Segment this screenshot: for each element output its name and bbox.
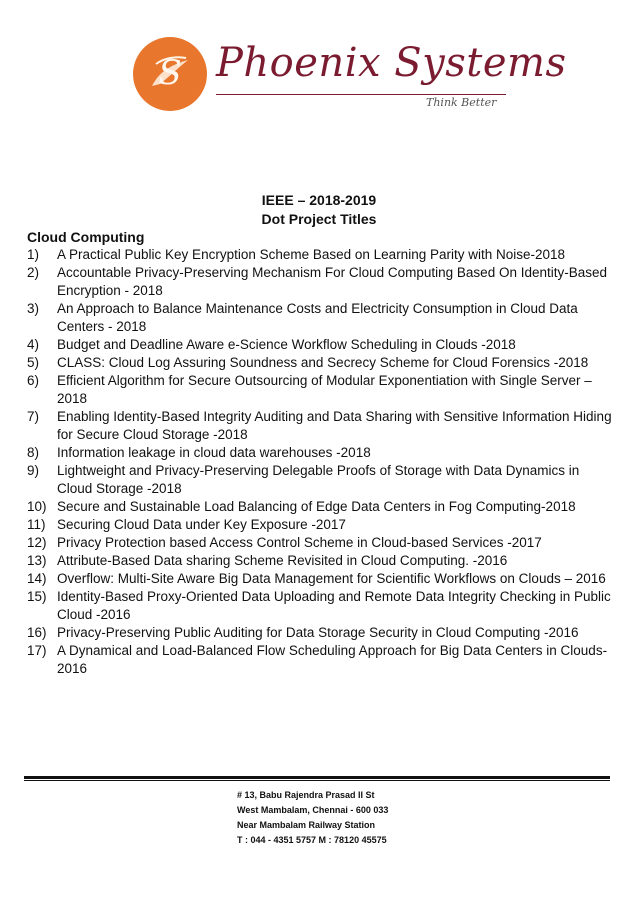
list-item-number: 13) xyxy=(27,553,47,568)
list-item-number: 6) xyxy=(27,373,40,388)
list-item xyxy=(27,552,615,570)
list-item-number: 17) xyxy=(27,643,47,658)
list-item-title: Secure and Sustainable Load Balancing of Edge Data Centers in Fog Computing-2018 xyxy=(57,499,576,514)
list-item-number: 7) xyxy=(27,409,40,424)
list-item-title: Lightweight and Privacy-Preserving Delegable Proofs of Storage with Data Dynamics in Cloud Storage -2018 xyxy=(57,463,580,496)
list-item-title: Overflow: Multi-Site Aware Big Data Management for Scientific Workflows on Clouds – 2016 xyxy=(57,571,606,586)
list-item-title: An Approach to Balance Maintenance Costs and Electricity Consumption in Cloud Data Centers - 2018 xyxy=(57,301,578,334)
list-item xyxy=(27,264,615,300)
list-item xyxy=(27,336,615,354)
list-item xyxy=(27,516,615,534)
footer-divider xyxy=(24,776,610,779)
list-item xyxy=(27,372,615,408)
address-line-2: West Mambalam, Chennai - 600 033 xyxy=(237,805,389,815)
list-item-number: 16) xyxy=(27,625,47,640)
list-item-title: Privacy Protection based Access Control Scheme in Cloud-based Services -2017 xyxy=(57,535,542,550)
list-item-number: 2) xyxy=(27,265,40,280)
list-item xyxy=(27,354,615,372)
list-item-title: CLASS: Cloud Log Assuring Soundness and Secrecy Scheme for Cloud Forensics -2018 xyxy=(57,355,589,370)
list-item xyxy=(27,534,615,552)
list-item-number: 5) xyxy=(27,355,40,370)
logo-emblem-icon xyxy=(130,34,210,114)
list-item-title: Attribute-Based Data sharing Scheme Revisited in Cloud Computing. -2016 xyxy=(57,553,508,568)
document-heading-title: Dot Project Titles xyxy=(261,211,377,227)
svg-text:S: S xyxy=(158,53,182,93)
list-item xyxy=(27,408,615,444)
brand-underline xyxy=(216,94,506,95)
list-item-number: 15) xyxy=(27,589,47,604)
list-item-number: 10) xyxy=(27,499,47,514)
list-item xyxy=(27,444,615,462)
contact-line: T : 044 - 4351 5757 M : 78120 45575 xyxy=(237,835,387,845)
list-item-title: A Practical Public Key Encryption Scheme Based on Learning Parity with Noise-2018 xyxy=(57,247,566,262)
address-line-3: Near Mambalam Railway Station xyxy=(237,820,376,830)
address-line-1: # 13, Babu Rajendra Prasad II St xyxy=(237,790,375,800)
brand-tagline: Think Better xyxy=(426,96,497,109)
list-item-number: 14) xyxy=(27,571,47,586)
list-item xyxy=(27,624,615,642)
list-item-title: Information leakage in cloud data warehouses -2018 xyxy=(57,445,371,460)
list-item-title: Efficient Algorithm for Secure Outsourcing of Modular Exponentiation with Single Server – 2018 xyxy=(57,373,592,406)
list-item-title: A Dynamical and Load-Balanced Flow Scheduling Approach for Big Data Centers in Clouds-2016 xyxy=(57,643,608,676)
list-item-number: 9) xyxy=(27,463,40,478)
list-item xyxy=(27,588,615,624)
document-heading-year: IEEE – 2018-2019 xyxy=(261,192,377,208)
list-item-number: 3) xyxy=(27,301,40,316)
list-item-number: 8) xyxy=(27,445,40,460)
list-item-title: Securing Cloud Data under Key Exposure -2017 xyxy=(57,517,346,532)
section-title: Cloud Computing xyxy=(27,229,145,245)
list-item-number: 4) xyxy=(27,337,40,352)
list-item xyxy=(27,498,615,516)
company-logo xyxy=(130,34,567,118)
list-item xyxy=(27,642,615,678)
list-item xyxy=(27,300,615,336)
list-item xyxy=(27,570,615,588)
list-item xyxy=(27,462,615,498)
list-item-title: Accountable Privacy-Preserving Mechanism For Cloud Computing Based On Identity-Based Encryption - 2018 xyxy=(57,265,608,298)
brand-name: Phoenix Systems xyxy=(216,40,567,86)
list-item-title: Enabling Identity-Based Integrity Auditing and Data Sharing with Sensitive Information Hiding for Secure Cloud Storage -2018 xyxy=(57,409,612,442)
list-item-number: 1) xyxy=(27,247,40,262)
list-item-title: Budget and Deadline Aware e-Science Workflow Scheduling in Clouds -2018 xyxy=(57,337,516,352)
list-item-title: Identity-Based Proxy-Oriented Data Uploading and Remote Data Integrity Checking in Public Cloud -2016 xyxy=(57,589,611,622)
footer-address xyxy=(237,788,417,848)
project-list xyxy=(27,246,615,678)
list-item-title: Privacy-Preserving Public Auditing for Data Storage Security in Cloud Computing -2016 xyxy=(57,625,579,640)
list-item-number: 12) xyxy=(27,535,47,550)
list-item-number: 11) xyxy=(27,517,46,532)
list-item xyxy=(27,246,615,264)
